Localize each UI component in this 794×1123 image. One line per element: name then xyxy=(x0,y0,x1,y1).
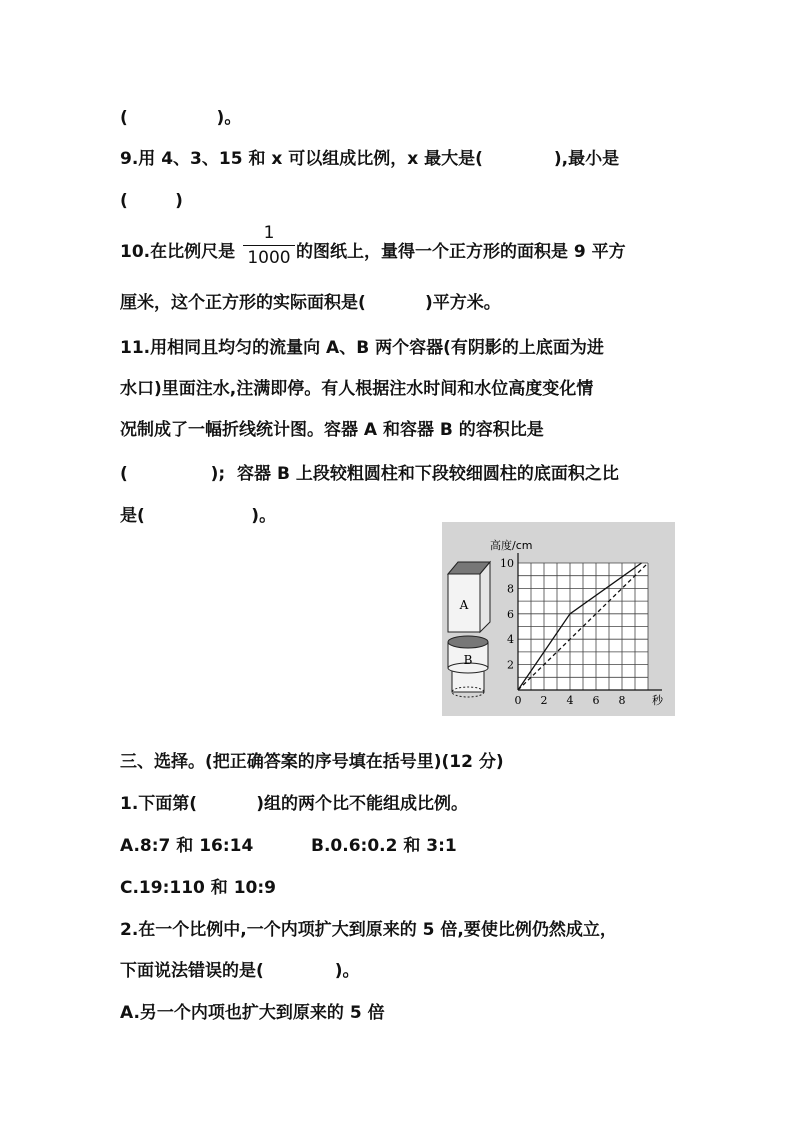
choice-question-1: 1.下面第( )组的两个比不能组成比例。 xyxy=(120,794,469,814)
x-tick-label: 2 xyxy=(540,694,548,707)
y-axis-label: 高度/cm xyxy=(490,539,533,552)
container-b-top xyxy=(448,636,488,648)
container-b-label: B xyxy=(463,653,473,667)
choice-1-option-c: C.19:110 和 10:9 xyxy=(120,878,276,898)
choice-question-2-line2: 下面说法错误的是( )。 xyxy=(120,961,360,981)
line-chart xyxy=(490,538,664,707)
x-tick-label: 0 xyxy=(514,694,522,707)
choice-2-option-a: A.另一个内项也扩大到原来的 5 倍 xyxy=(120,1003,385,1023)
x-tick-label: 4 xyxy=(566,694,574,707)
figure-svg xyxy=(442,522,675,716)
choice-question-2: 2.在一个比例中,一个内项扩大到原来的 5 倍,要使比例仍然成立， xyxy=(120,920,617,940)
y-tick-label: 6 xyxy=(507,607,514,621)
choice-1-option-b: B.0.6:0.2 和 3:1 xyxy=(311,836,457,856)
question-10-line2: 厘米，这个正方形的实际面积是( )平方米。 xyxy=(120,293,501,313)
question-11-line5: 是( )。 xyxy=(120,506,277,526)
question-10-end: 的图纸上，量得一个正方形的面积是 9 平方 xyxy=(296,242,626,262)
x-tick-label: 8 xyxy=(618,694,626,707)
choice-1-option-a: A.8:7 和 16:14 xyxy=(120,836,254,856)
question-8-tail: ( )。 xyxy=(120,108,242,128)
fraction-numerator: 1 xyxy=(263,223,275,243)
section-3-heading: 三、选择。(把正确答案的序号填在括号里)(12 分) xyxy=(120,752,504,772)
question-11-line2: 水口)里面注水,注满即停。有人根据注水时间和水位高度变化情 xyxy=(120,379,594,399)
question-9-blank: ( ) xyxy=(120,191,183,211)
y-tick-label: 4 xyxy=(507,633,514,647)
x-axis-label: 秒 xyxy=(652,694,663,707)
x-tick-label: 6 xyxy=(592,694,600,707)
y-tick-label: 10 xyxy=(500,557,514,570)
scale-fraction xyxy=(243,222,295,269)
fraction-denominator: 1000 xyxy=(247,248,291,268)
container-b xyxy=(448,636,488,697)
y-tick-label: 2 xyxy=(507,658,514,672)
question-10-start: 10.在比例尺是 xyxy=(120,242,236,262)
question-11-line4: ( ); 容器 B 上段较粗圆柱和下段较细圆柱的底面积之比 xyxy=(120,464,619,484)
question-11-line3: 况制成了一幅折线统计图。容器 A 和容器 B 的容积比是 xyxy=(120,420,544,440)
container-a-side xyxy=(480,562,490,632)
question-9: 9.用 4、3、15 和 x 可以组成比例，x 最大是( ),最小是 xyxy=(120,149,620,169)
water-level-figure xyxy=(442,522,675,716)
container-a xyxy=(448,562,490,632)
container-a-label: A xyxy=(459,598,469,612)
y-tick-label: 8 xyxy=(507,582,514,596)
fraction-bar xyxy=(243,245,295,246)
question-11-line1: 11.用相同且均匀的流量向 A、B 两个容器(有阴影的上底面为进 xyxy=(120,338,604,358)
